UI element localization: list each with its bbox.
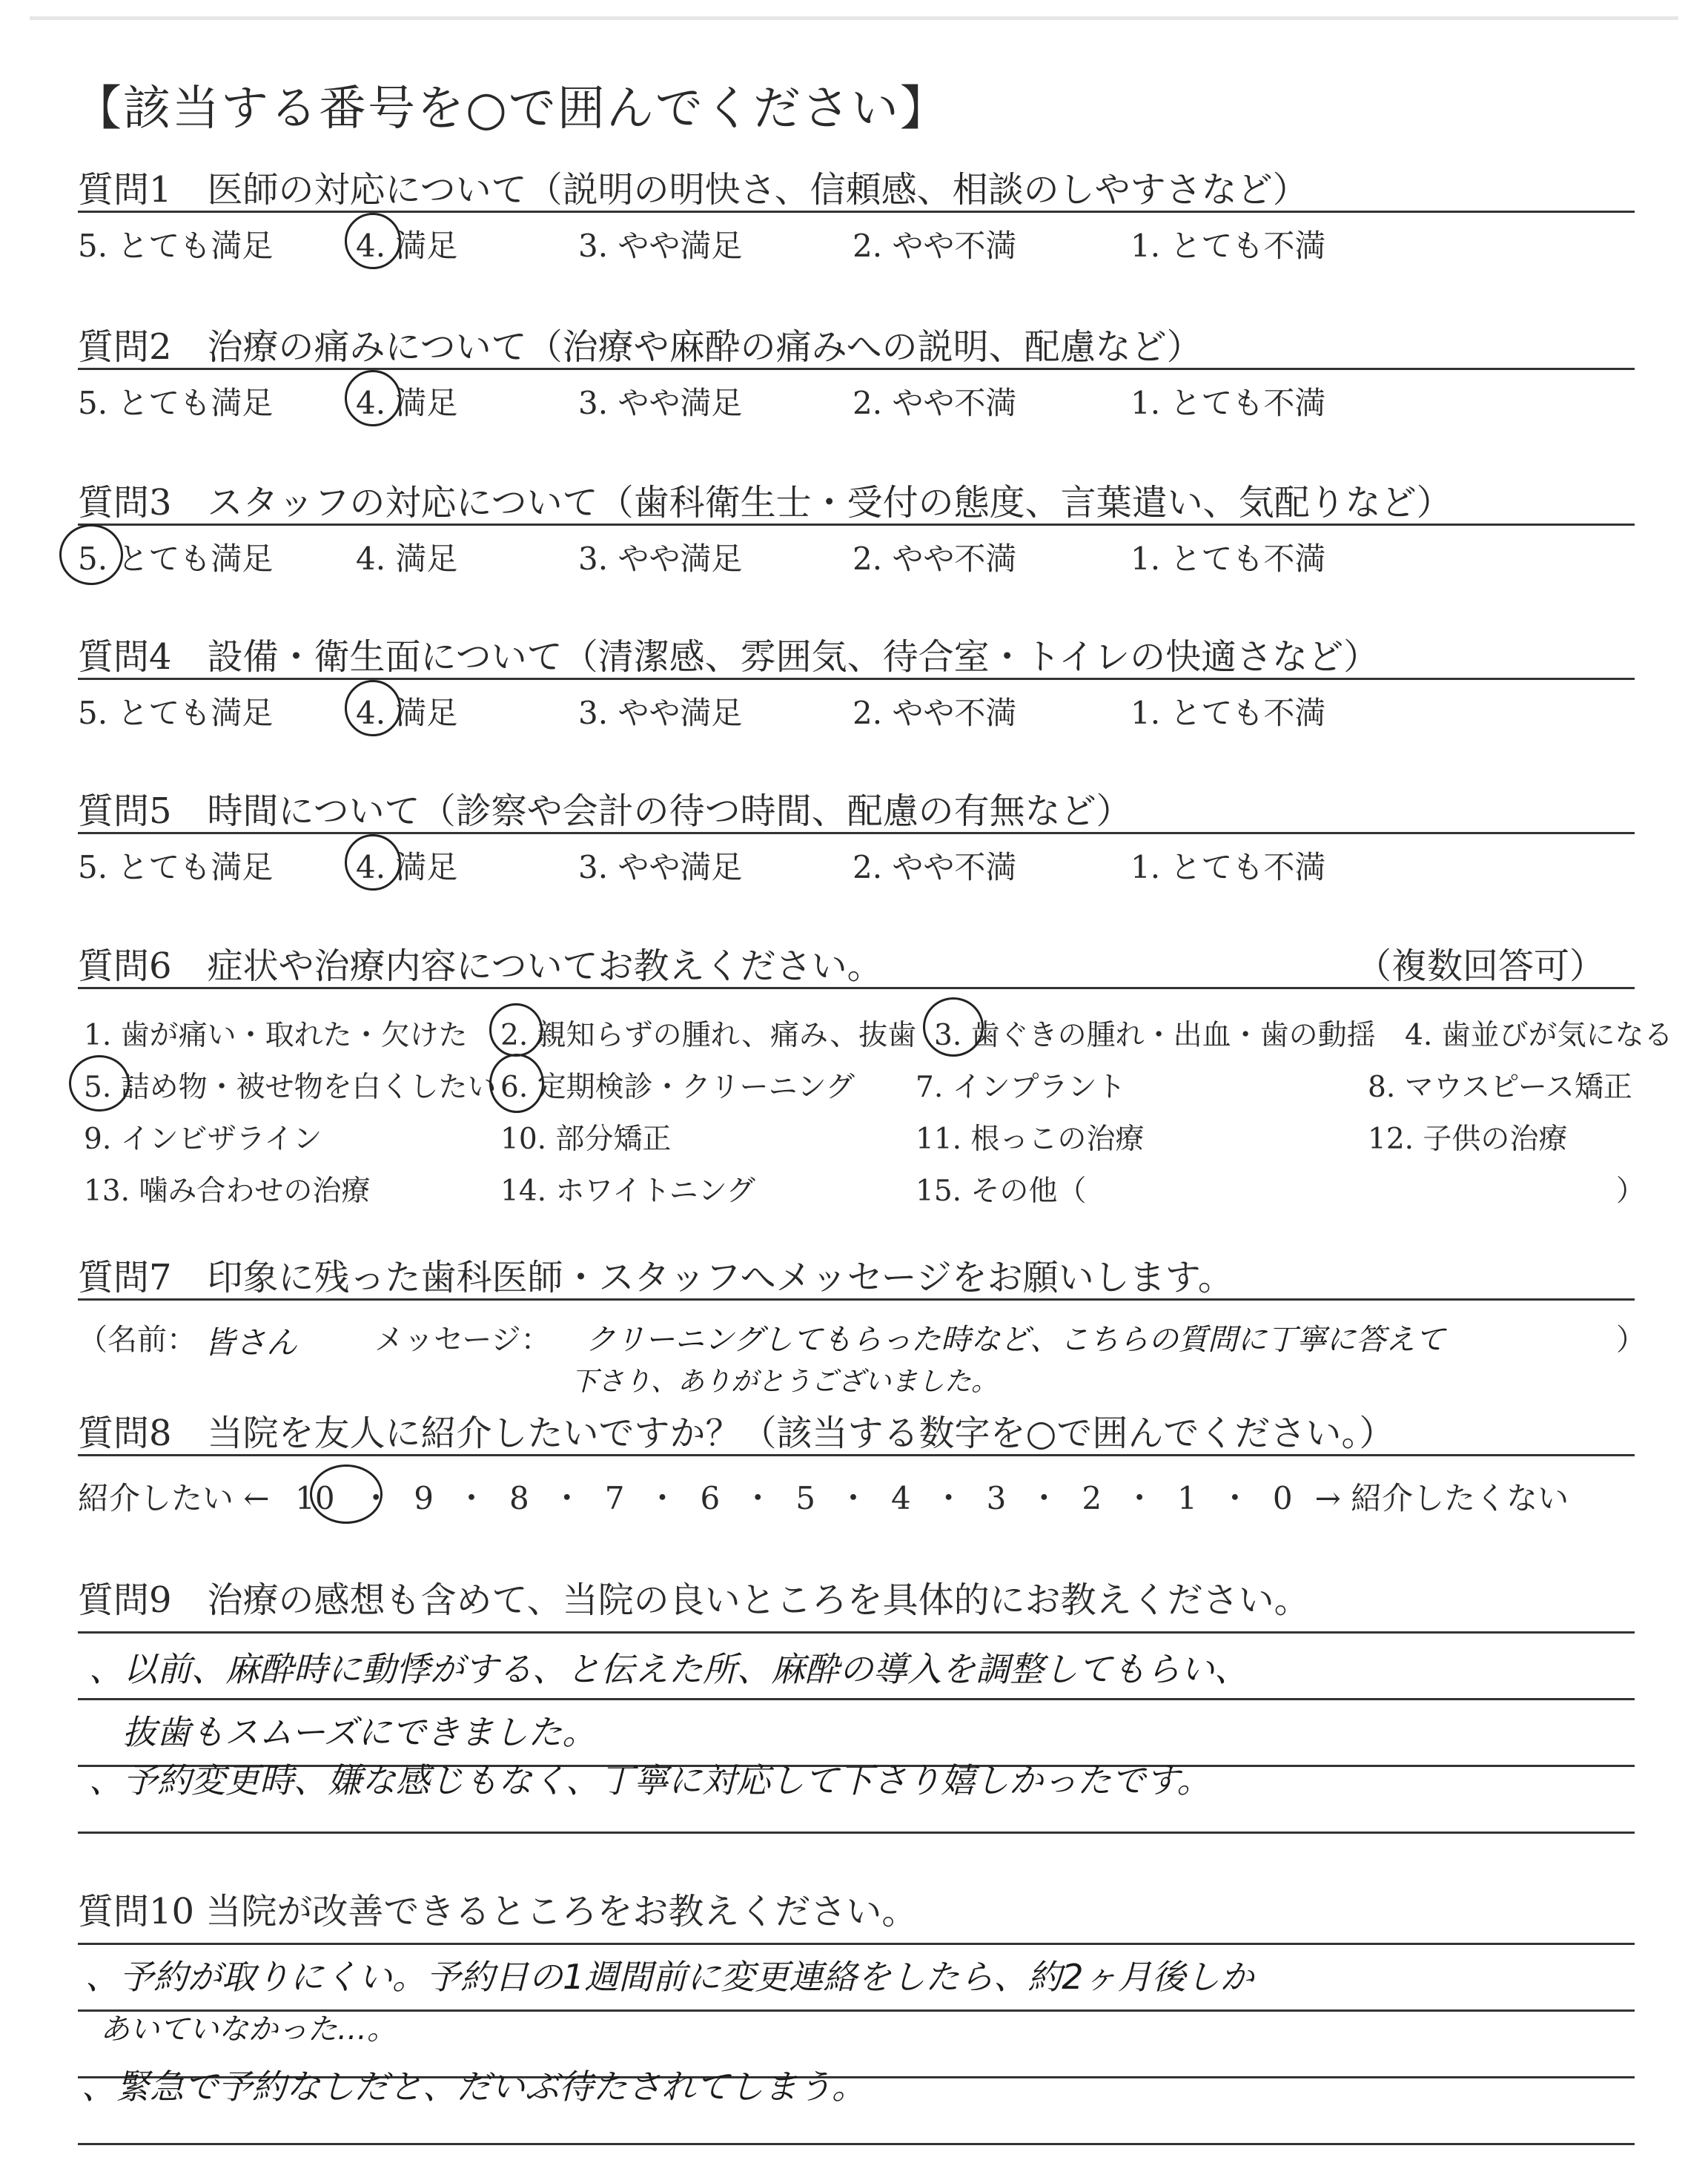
choice-5[interactable]: 5. 詰め物・被せ物を白くしたい (84, 1071, 497, 1104)
scale-4[interactable]: 4 (890, 1480, 911, 1516)
choice-7[interactable]: 7. インプラント (916, 1071, 1126, 1104)
message-label: メッセージ： (374, 1323, 551, 1357)
answer-line (78, 1698, 1635, 1700)
answer-line (78, 1943, 1635, 1945)
choice-12[interactable]: 12. 子供の治療 (1368, 1123, 1568, 1156)
message-line-1[interactable]: クリーニングしてもらった時など、こちらの質問に丁寧に答えて (586, 1323, 1446, 1357)
option-1[interactable]: 1. とても不満 (1131, 695, 1326, 731)
scale-dot: ・ (360, 1480, 392, 1516)
scale-dot: ・ (742, 1480, 774, 1516)
question-2 (78, 326, 1635, 423)
question-1-title: 質問1 医師の対応について（説明の明快さ、信頼感、相談のしやすさなど） (78, 169, 1635, 213)
option-2[interactable]: 2. やや不満 (853, 228, 1017, 264)
q10-line-1[interactable]: 、予約が取りにくい。予約日の1週間前に変更連絡をしたら、約2ヶ月後しか (85, 1957, 1254, 1997)
question-6-label: 質問6 症状や治療内容についてお教えください。 (78, 945, 883, 987)
answer-circle (310, 1464, 383, 1524)
option-3[interactable]: 3. やや満足 (578, 228, 743, 264)
option-2[interactable]: 2. やや不満 (853, 541, 1017, 577)
question-10 (78, 1891, 1635, 1932)
q9-line-1[interactable]: 、以前、麻酔時に動悸がする、と伝えた所、麻酔の導入を調整してもらい、 (89, 1649, 1248, 1689)
choice-13[interactable]: 13. 噛み合わせの治療 (84, 1175, 371, 1208)
scale-9[interactable]: 9 (414, 1480, 434, 1516)
choice-3[interactable]: 3. 歯ぐきの腫れ・出血・歯の動揺 (934, 1019, 1376, 1052)
q9-line-2[interactable]: 抜歯もスムーズにできました。 (122, 1712, 597, 1752)
scale-dot: ・ (933, 1480, 964, 1516)
option-4[interactable]: 4. 満足 (356, 541, 458, 577)
scale-dot: ・ (551, 1480, 583, 1516)
question-1 (78, 169, 1635, 266)
q10-line-3[interactable]: 、緊急で予約なしだと、だいぶ待たされてしまう。 (82, 2067, 866, 2107)
q9-line-3[interactable]: 、予約変更時、嫌な感じもなく、丁寧に対応して下さり嬉しかったです。 (89, 1760, 1211, 1800)
scale-dot: ・ (1124, 1480, 1156, 1516)
question-9 (78, 1579, 1635, 1621)
question-2-options (78, 379, 1635, 423)
choice-6[interactable]: 6. 定期検診・クリーニング (500, 1071, 855, 1104)
answer-line (78, 1832, 1635, 1834)
question-2-title: 質問2 治療の痛みについて（治療や麻酔の痛みへの説明、配慮など） (78, 326, 1635, 370)
option-1[interactable]: 1. とても不満 (1131, 541, 1326, 577)
choice-15-close: ） (1616, 1175, 1646, 1208)
choice-10[interactable]: 10. 部分矯正 (500, 1123, 672, 1156)
option-1[interactable]: 1. とても不満 (1131, 228, 1326, 264)
question-5-options (78, 843, 1635, 888)
scale-right-label: → 紹介したくない (1314, 1480, 1569, 1516)
choice-9[interactable]: 9. インビザライン (84, 1123, 322, 1156)
choice-2[interactable]: 2. 親知らずの腫れ、痛み、抜歯 (500, 1019, 917, 1052)
question-9-title: 質問9 治療の感想も含めて、当院の良いところを具体的にお教えください。 (78, 1579, 1310, 1621)
scale-1[interactable]: 1 (1177, 1480, 1197, 1516)
scale-2[interactable]: 2 (1082, 1480, 1102, 1516)
answer-circle (345, 213, 401, 269)
top-border (30, 16, 1678, 20)
question-7 (78, 1257, 1635, 1301)
answer-circle (923, 997, 984, 1057)
scale-0[interactable]: 0 (1272, 1480, 1293, 1516)
option-1[interactable]: 1. とても不満 (1131, 849, 1326, 885)
option-5[interactable]: 5. とても満足 (78, 695, 274, 731)
scale-5[interactable]: 5 (795, 1480, 815, 1516)
scale-dot: ・ (837, 1480, 869, 1516)
question-4 (78, 636, 1635, 733)
option-2[interactable]: 2. やや不満 (853, 385, 1017, 421)
question-5-title: 質問5 時間について（診察や会計の待つ時間、配慮の有無など） (78, 790, 1635, 834)
answer-circle (59, 524, 123, 585)
answer-line (78, 2143, 1635, 2145)
scale-6[interactable]: 6 (700, 1480, 721, 1516)
question-6-note: （複数回答可） (1355, 945, 1605, 987)
scale-7[interactable]: 7 (604, 1480, 625, 1516)
scale-dot: ・ (1028, 1480, 1060, 1516)
answer-line (78, 1631, 1635, 1634)
choice-15[interactable]: 15. その他（ (916, 1175, 1087, 1208)
answer-circle (489, 1054, 544, 1113)
question-6-title (78, 945, 1635, 989)
question-4-title: 質問4 設備・衛生面について（清潔感、雰囲気、待合室・トイレの快適さなど） (78, 636, 1635, 680)
question-1-options (78, 222, 1635, 266)
option-5[interactable]: 5. とても満足 (78, 228, 274, 264)
answer-circle (489, 1003, 543, 1057)
question-8 (78, 1413, 1635, 1456)
scale-10[interactable]: 10 (295, 1480, 335, 1516)
option-5[interactable]: 5. とても満足 (78, 385, 274, 421)
question-6 (78, 945, 1635, 989)
answer-circle (345, 680, 401, 736)
option-3[interactable]: 3. やや満足 (578, 849, 743, 885)
question-7-title: 質問7 印象に残った歯科医師・スタッフへメッセージをお願いします。 (78, 1257, 1635, 1301)
option-3[interactable]: 3. やや満足 (578, 541, 743, 577)
q10-line-2[interactable]: あいていなかった…。 (100, 2012, 397, 2047)
scale-3[interactable]: 3 (986, 1480, 1007, 1516)
option-3[interactable]: 3. やや満足 (578, 695, 743, 731)
answer-circle (69, 1055, 130, 1112)
message-line-2[interactable]: 下さり、ありがとうございました。 (571, 1367, 999, 1397)
answer-circle (345, 834, 401, 891)
question-3-options (78, 535, 1635, 579)
form-title: 【該当する番号を○で囲んでください】 (74, 82, 949, 136)
choice-14[interactable]: 14. ホワイトニング (500, 1175, 755, 1208)
question-10-title: 質問10 当院が改善できるところをお教えください。 (78, 1891, 918, 1932)
option-5[interactable]: 5. とても満足 (78, 541, 274, 577)
choice-8[interactable]: 8. マウスピース矯正 (1368, 1071, 1632, 1104)
choice-4[interactable]: 4. 歯並びが気になる (1405, 1019, 1673, 1052)
option-5[interactable]: 5. とても満足 (78, 849, 274, 885)
option-1[interactable]: 1. とても不満 (1131, 385, 1326, 421)
question-5 (78, 790, 1635, 888)
scale-8[interactable]: 8 (509, 1480, 529, 1516)
scale-dot: ・ (646, 1480, 678, 1516)
option-2[interactable]: 2. やや不満 (853, 695, 1017, 731)
question-4-options (78, 689, 1635, 733)
scale-dot: ・ (1219, 1480, 1251, 1516)
recommend-scale (78, 1474, 1569, 1519)
option-4[interactable]: 4. 満足 (356, 228, 458, 264)
question-3 (78, 482, 1635, 579)
answer-circle (345, 370, 401, 426)
question-8-title: 質問8 当院を友人に紹介したいですか？（該当する数字を○で囲んでください。） (78, 1413, 1635, 1456)
option-3[interactable]: 3. やや満足 (578, 385, 743, 421)
option-2[interactable]: 2. やや不満 (853, 849, 1017, 885)
name-value[interactable]: 皆さん (204, 1324, 298, 1361)
name-label: （名前： (78, 1323, 196, 1357)
message-close: ） (1616, 1323, 1646, 1357)
scale-left-label: 紹介したい ← (78, 1480, 270, 1516)
choice-11[interactable]: 11. 根っこの治療 (916, 1123, 1145, 1156)
scale-dot: ・ (456, 1480, 488, 1516)
option-4[interactable]: 4. 満足 (356, 849, 458, 885)
option-4[interactable]: 4. 満足 (356, 385, 458, 421)
choice-1[interactable]: 1. 歯が痛い・取れた・欠けた (84, 1019, 468, 1052)
option-4[interactable]: 4. 満足 (356, 695, 458, 731)
question-3-title: 質問3 スタッフの対応について（歯科衛生士・受付の態度、言葉遣い、気配りなど） (78, 482, 1635, 526)
